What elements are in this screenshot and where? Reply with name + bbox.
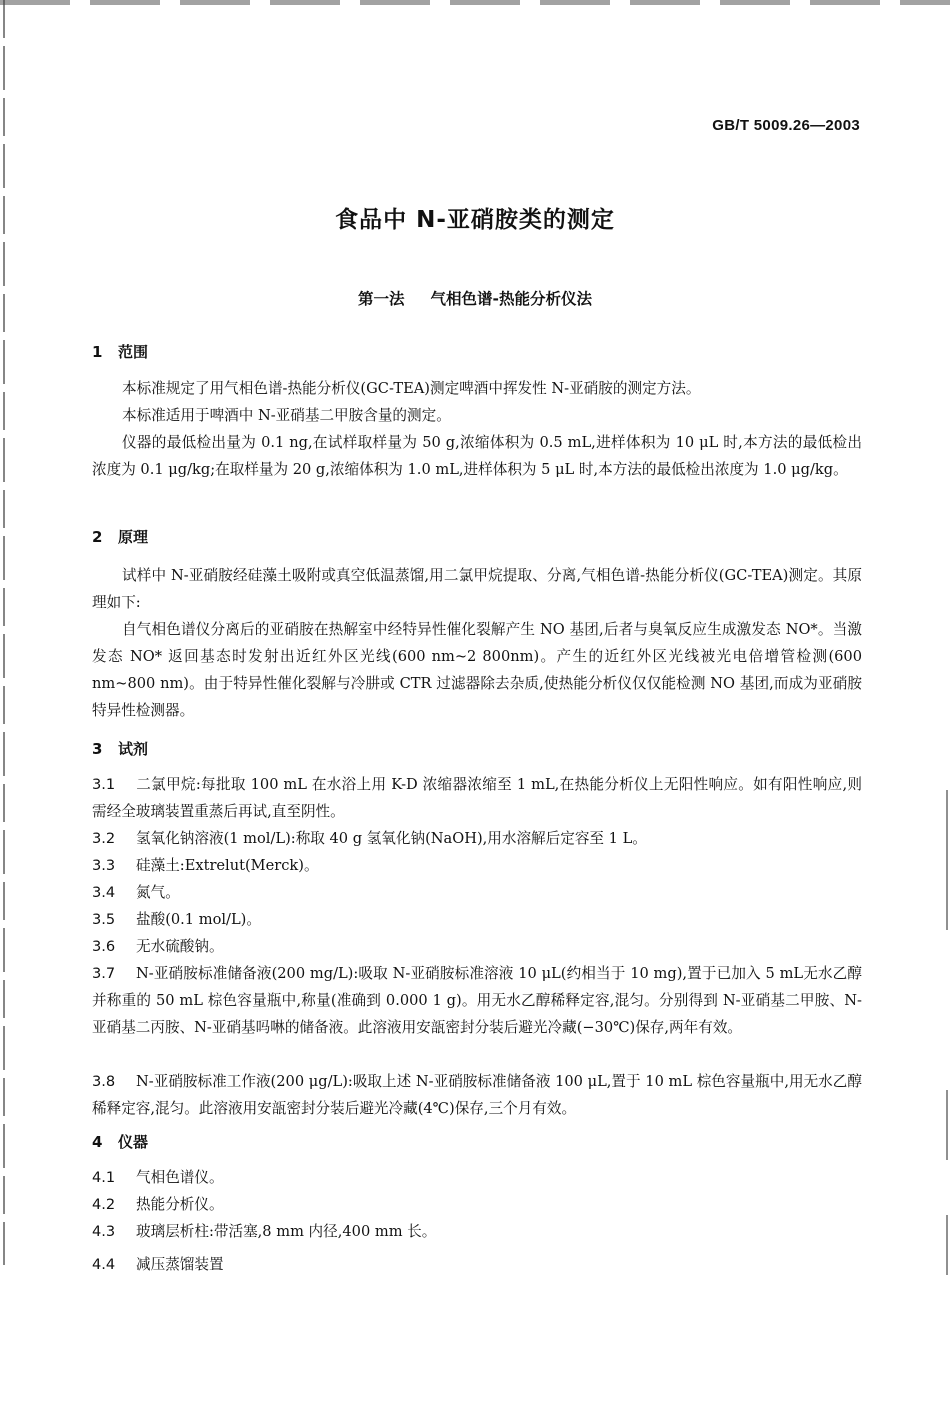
section-number: 1 [92,343,103,361]
list-item [92,960,862,1041]
item-number: 3.2 [92,830,116,847]
item-text: 氢氧化钠溶液(1 mol/L):称取 40 g 氢氧化钠(NaOH),用水溶解后定容至 1 L。 [136,830,647,847]
item-text: N-亚硝胺标准储备液(200 mg/L):吸取 N-亚硝胺标准溶液 10 μL(约相当于 10 mg),置于已加入 5 mL无水乙醇并称重的 50 mL 棕色容量瓶中,称量(准确到 0.000 1 g)。用无水乙醇稀释定容,混匀。分别得到 N-亚硝基二甲胺、N-亚硝基二丙胺、N-亚硝基吗啉的储备液。此溶液用安瓿密封分装后避光冷藏(−30℃)保存,两年有效。 [92,965,862,1036]
item-text: 二氯甲烷:每批取 100 mL 在水浴上用 K-D 浓缩器浓缩至 1 mL,在热能分析仪上无阳性响应。如有阳性响应,则需经全玻璃装置重蒸后再试,直至阴性。 [92,776,862,820]
item-number: 3.3 [92,857,116,874]
item-number: 4.4 [92,1256,116,1273]
list-item [92,825,862,852]
item-number: 3.8 [92,1073,116,1090]
section-title: 仪器 [118,1133,149,1151]
method-part: 第一法 [358,290,405,308]
paragraph: 本标准适用于啤酒中 N-亚硝基二甲胺含量的测定。 [122,407,451,424]
item-text: 减压蒸馏装置 [136,1256,224,1273]
paragraph: 自气相色谱仪分离后的亚硝胺在热解室中经特异性催化裂解产生 NO 基团,后者与臭氧反应生成激发态 NO*。当激发态 NO* 返回基态时发射出近红外区光线(600 nm~2 800nm)。产生的近红外区光线被光电倍增管检测(600 nm~800 nm)。由于特异性催化裂解与冷肼或 CTR 过滤器除去杂质,使热能分析仪仅仅能检测 NO 基团,而成为亚硝胺特异性检测器。 [92,621,862,719]
paragraph: 本标准规定了用气相色谱-热能分析仪(GC-TEA)测定啤酒中挥发性 N-亚硝胺的测定方法。 [122,380,701,397]
list-item [92,1068,862,1122]
item-number: 3.6 [92,938,116,955]
section-number: 2 [92,528,103,546]
item-number: 4.2 [92,1196,116,1213]
section-number: 3 [92,740,103,758]
scan-left-edge [3,0,5,1265]
scan-right-edge-mark [946,790,948,930]
item-text: 硅藻土:Extrelut(Merck)。 [136,857,319,874]
item-number: 3.4 [92,884,116,901]
item-text: 热能分析仪。 [136,1196,224,1213]
scan-top-border [0,0,950,5]
paragraph: 仪器的最低检出量为 0.1 ng,在试样取样量为 50 g,浓缩体积为 0.5 mL,进样体积为 10 μL 时,本方法的最低检出浓度为 0.1 μg/kg;在取样量为 20 g,浓缩体积为 1.0 mL,进样体积为 5 μL 时,本方法的最低检出浓度为 1.0 μg/kg。 [92,434,862,478]
paragraph: 试样中 N-亚硝胺经硅藻土吸附或真空低温蒸馏,用二氯甲烷提取、分离,气相色谱-热能分析仪(GC-TEA)测定。其原理如下: [92,567,862,611]
section-title: 原理 [118,528,149,546]
scan-right-edge-mark [946,1215,948,1275]
list-item [92,879,862,906]
list-item-cut-off [92,1251,224,1273]
section-heading-reagents [92,738,148,759]
section-title: 试剂 [118,740,149,758]
item-number: 3.1 [92,776,116,793]
list-item [92,906,862,933]
section-heading-principle [92,526,148,547]
item-text: N-亚硝胺标准工作液(200 μg/L):吸取上述 N-亚硝胺标准储备液 100 μL,置于 10 mL 棕色容量瓶中,用无水乙醇稀释定容,混匀。此溶液用安瓿密封分装后避光冷藏(4℃)保存,三个月有效。 [92,1073,862,1117]
list-item [92,1218,862,1245]
item-number: 3.7 [92,965,116,982]
method-name: 气相色谱-热能分析仪法 [430,290,592,308]
list-item [92,1164,862,1191]
item-text: 盐酸(0.1 mol/L)。 [136,911,261,928]
section-heading-scope [92,341,148,362]
list-item [92,933,862,960]
section-number: 4 [92,1133,103,1151]
scan-right-edge-mark [946,1090,948,1160]
list-item [92,852,862,879]
list-item [92,1191,862,1218]
document-title: 食品中 N-亚硝胺类的测定 [335,207,615,233]
item-text: 玻璃层析柱:带活塞,8 mm 内径,400 mm 长。 [136,1223,437,1240]
item-text: 氮气。 [136,884,180,901]
item-number: 3.5 [92,911,116,928]
standard-code: GB/T 5009.26—2003 [712,117,860,134]
item-text: 气相色谱仪。 [136,1169,224,1186]
method-subtitle [0,287,950,309]
section-title: 范围 [118,343,149,361]
list-item [92,771,862,825]
section-heading-apparatus [92,1131,148,1152]
item-text: 无水硫酸钠。 [136,938,224,955]
item-number: 4.1 [92,1169,116,1186]
item-number: 4.3 [92,1223,116,1240]
